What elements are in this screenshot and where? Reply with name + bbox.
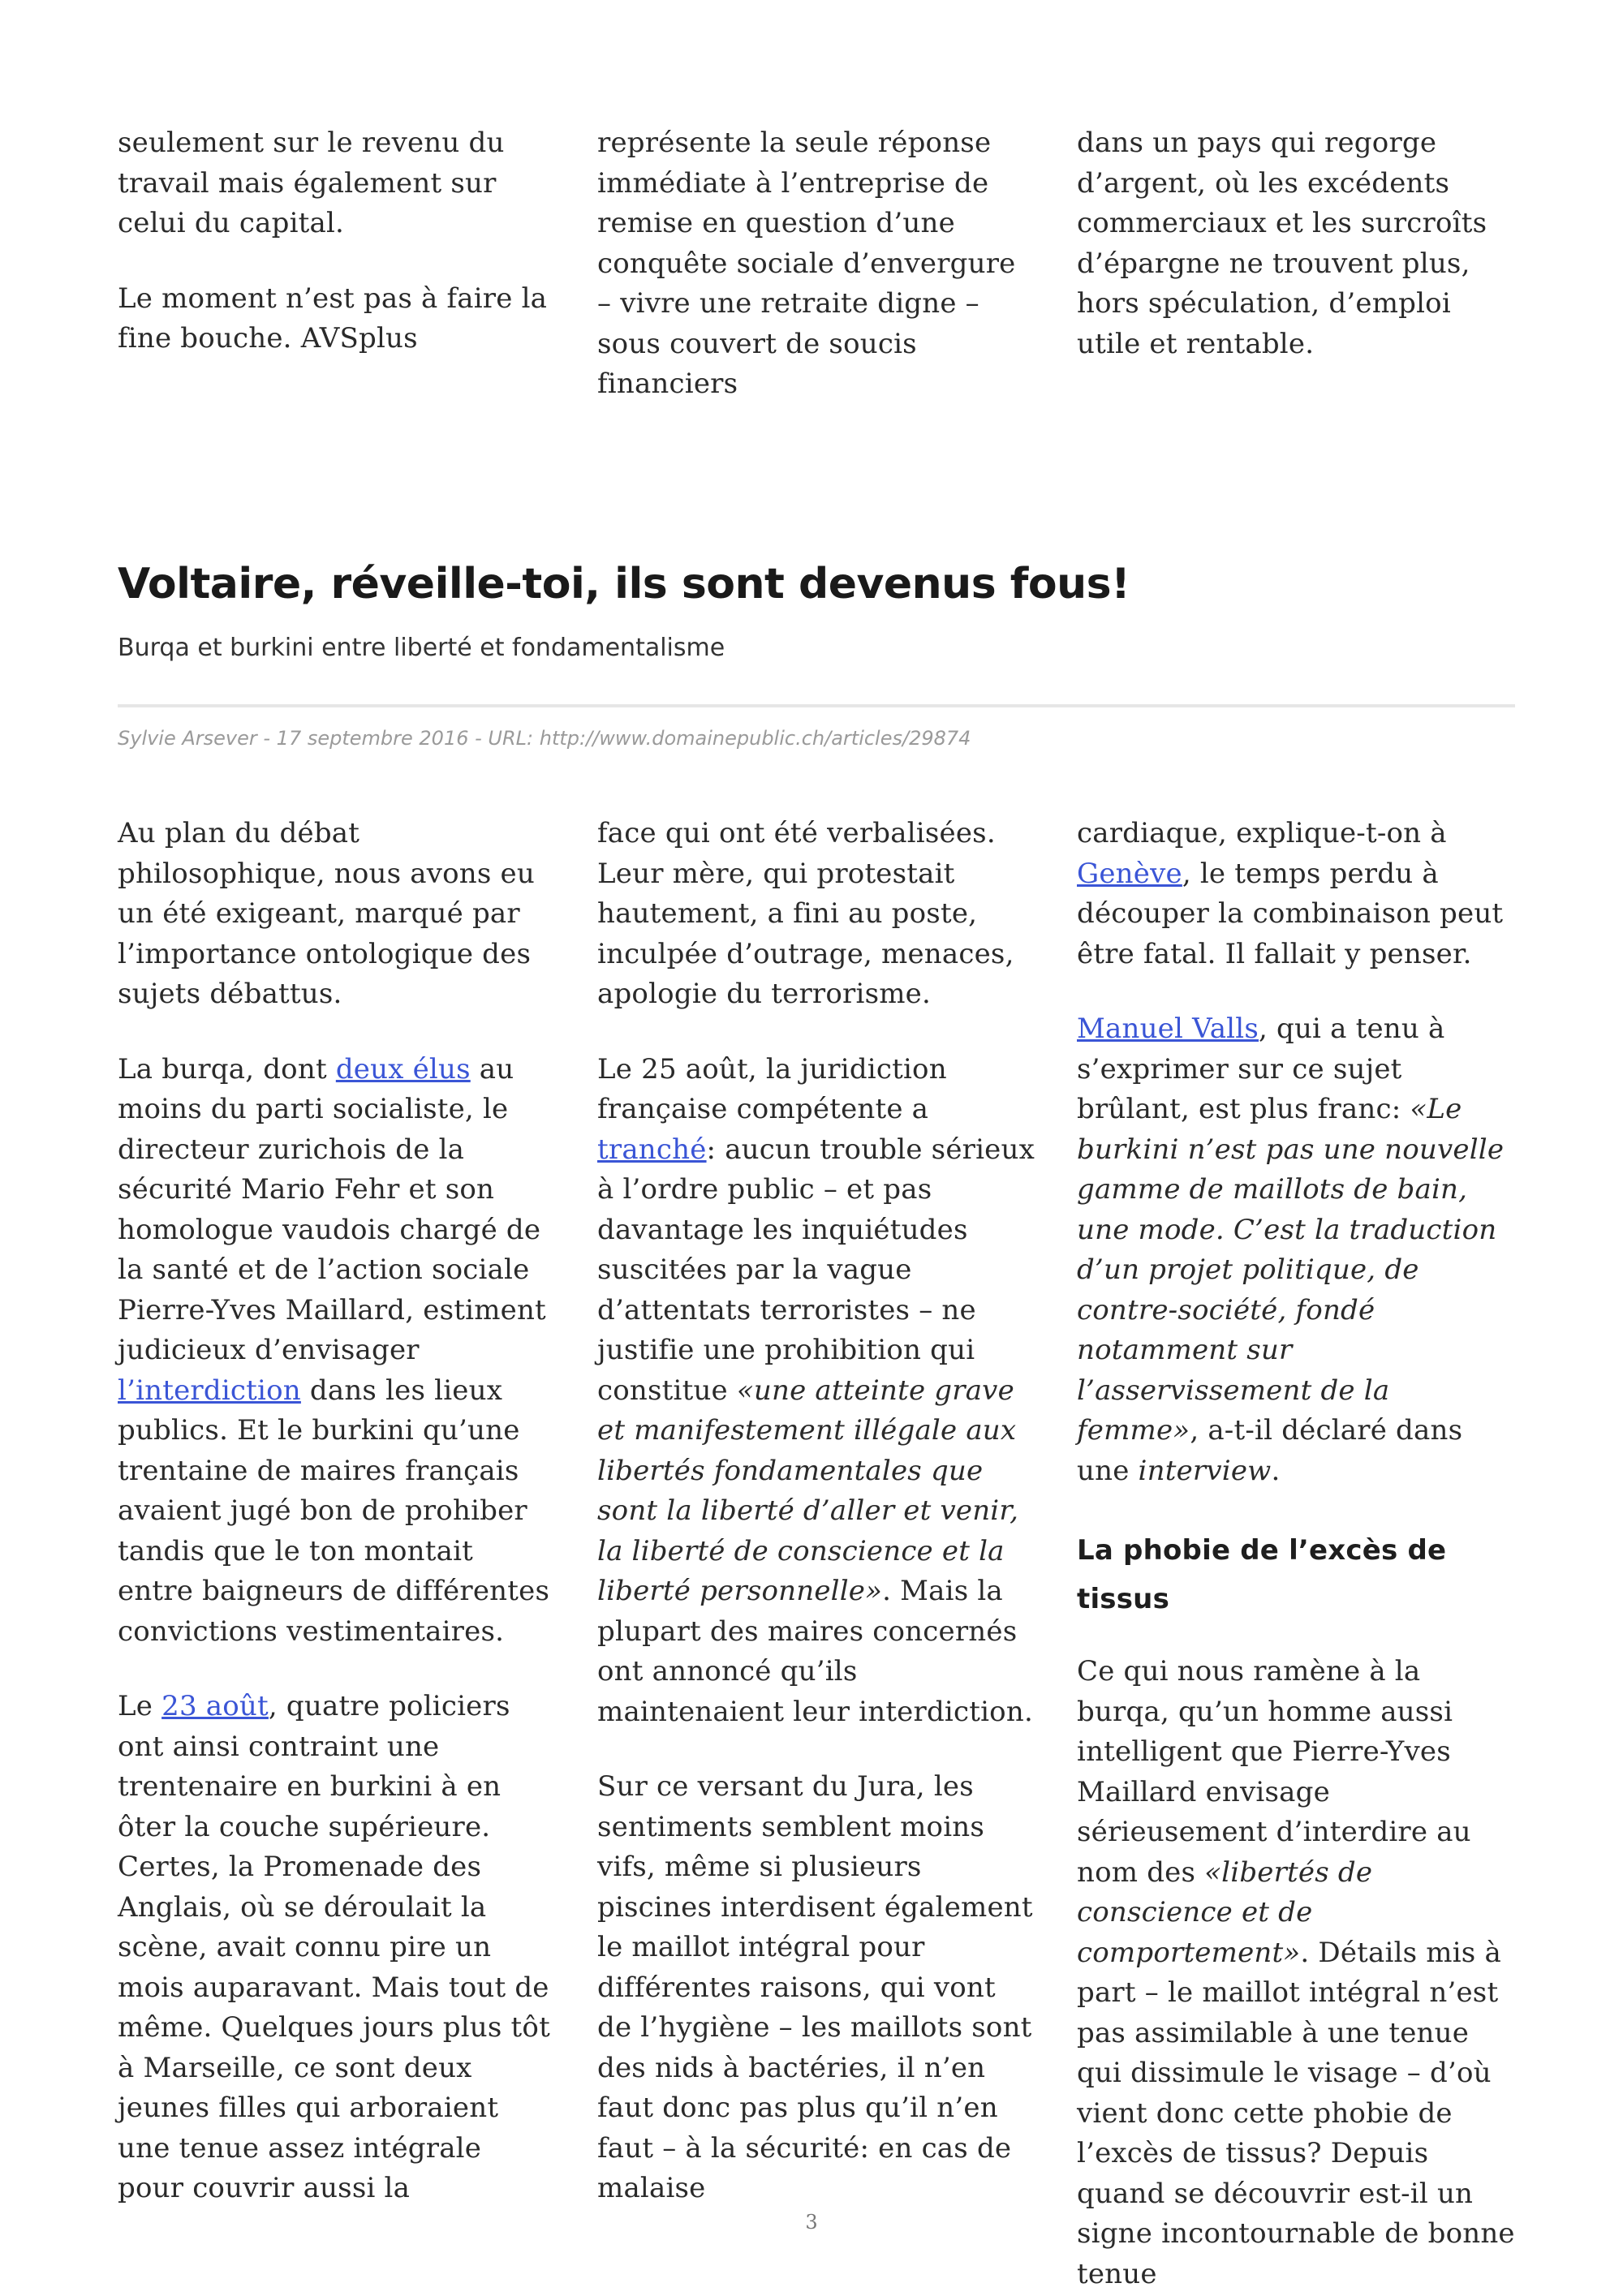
article-column-3 — [1077, 814, 1515, 2294]
paragraph: Manuel Valls, qui a tenu à s’exprimer sur ce sujet brûlant, est plus franc: «Le burkini n’est pas une nouvelle gamme de maillots de bain, une mode. C’est la traduction d’un projet politique, de contre-société, fondé notamment sur l’asservissement de la femme», a-t-il déclaré dans une interview. — [1077, 1013, 1505, 1487]
valls-quote: «Le burkini n’est pas une nouvelle gamme de maillots de bain, une mode. C’est la traduction d’un projet politique, de contre-société, fondé notamment sur l’asservissement de la femme» — [1077, 1093, 1505, 1447]
link-geneve[interactable]: Genève — [1077, 857, 1182, 890]
paragraph: représente la seule réponse immédiate à l’entreprise de remise en question d’une conquête sociale d’envergure – vivre une retraite digne – sous couvert de soucis financiers — [597, 127, 1016, 400]
paragraph: face qui ont été verbalisées. Leur mère, qui protestait hautement, a fini au poste, inculpée d’outrage, menaces, apologie du terrorisme. — [597, 817, 1014, 1010]
page-number: 3 — [805, 2211, 818, 2234]
paragraph: Le 23 août, quatre policiers ont ainsi contraint une trentenaire en burkini à en ôter la couche supérieure. Certes, la Promenade des Anglais, où se déroulait la scène, avait connu pire un mois auparavant. Mais tout de même. Quelques jours plus tôt à Marseille, ce sont deux jeunes filles qui arboraient une tenue assez intégrale pour couvrir aussi la — [118, 1690, 550, 2204]
link-deux-elus[interactable]: deux élus — [335, 1052, 471, 1086]
article-column-1 — [118, 814, 556, 2294]
paragraph: La burqa, dont deux élus au moins du parti socialiste, le directeur zurichois de la sécurité Mario Fehr et son homologue vaudois chargé de la santé et de l’action sociale Pierre-Yves Maillard, estiment judicieux d’envisager l’interdiction dans les lieux publics. Et le burkini qu’une trentaine de maires français avaient jugé bon de prohiber tandis que le ton montait entre baigneurs de différentes convictions vestimentaires. — [118, 1052, 550, 1648]
link-tranche[interactable]: tranché — [597, 1133, 707, 1166]
paragraph: Ce qui nous ramène à la burqa, qu’un homme aussi intelligent que Pierre-Yves Maillard envisage sérieusement d’interdire au nom des «libertés de conscience et de comportement». Détails mis à part – le maillot intégral n’est pas assimilable à une tenue qui dissimule le visage – d’où vient donc cette phobie de l’excès de tissus? Depuis quand se découvrir est-il un signe incontournable de bonne tenue — [1077, 1655, 1515, 2290]
section-subheading: La phobie de l’excès de tissus — [1077, 1534, 1447, 1615]
article-columns — [118, 814, 1515, 2294]
paragraph: Au plan du débat philosophique, nous avons eu un été exigeant, marqué par l’importance ontologique des sujets débattus. — [118, 817, 535, 1010]
previous-article-column-1 — [118, 123, 556, 405]
article-column-2 — [597, 814, 1035, 2294]
paragraph: seulement sur le revenu du travail mais également sur celui du capital. — [118, 127, 505, 239]
paragraph: Le moment n’est pas à faire la fine bouche. AVSplus — [118, 282, 548, 355]
court-quote: «une atteinte grave et manifestement illégale aux libertés fondamentales que sont la liberté d’aller et venir, la liberté de conscience et la liberté personnelle» — [597, 1374, 1019, 1607]
article-title: Voltaire, réveille-toi, ils sont devenus fous! — [118, 560, 1130, 608]
previous-article-columns — [118, 123, 1515, 405]
previous-article-column-3 — [1077, 123, 1515, 405]
paragraph: Le 25 août, la juridiction française compétente a tranché: aucun trouble sérieux à l’ordre public – et pas davantage les inquiétudes suscitées par la vague d’attentats terroristes – ne justifie une prohibition qui constitue «une atteinte grave et manifestement illégale aux libertés fondamentales que sont la liberté d’aller et venir, la liberté de conscience et la liberté personnelle». Mais la plupart des maires concernés ont annoncé qu’ils maintenaient leur interdiction. — [597, 1052, 1035, 1728]
header-divider — [118, 704, 1515, 707]
previous-article-column-2 — [597, 123, 1035, 405]
link-23-aout[interactable]: 23 août — [161, 1690, 269, 1722]
article-subtitle: Burqa et burkini entre liberté et fondamentalisme — [118, 634, 725, 662]
article-byline: Sylvie Arsever - 17 septembre 2016 - URL: http://www.domainepublic.ch/articles/29874 — [118, 727, 971, 750]
link-manuel-valls[interactable]: Manuel Valls — [1077, 1013, 1259, 1045]
link-interdiction[interactable]: l’interdiction — [118, 1374, 301, 1407]
libertes-quote: «libertés de conscience et de comportement» — [1077, 1855, 1373, 1969]
paragraph: dans un pays qui regorge d’argent, où les excédents commerciaux et les surcroîts d’épargne ne trouvent plus, hors spéculation, d’emploi utile et rentable. — [1077, 127, 1487, 360]
paragraph: Sur ce versant du Jura, les sentiments semblent moins vifs, même si plusieurs piscines interdisent également le maillot intégral pour différentes raisons, qui vont de l’hygiène – les maillots sont des nids à bactéries, il n’en faut donc pas plus qu’il n’en faut – à la sécurité: en cas de malaise — [597, 1770, 1033, 2204]
paragraph: cardiaque, explique-t-on à Genève, le temps perdu à découper la combinaison peut être fatal. Il fallait y penser. — [1077, 817, 1504, 970]
